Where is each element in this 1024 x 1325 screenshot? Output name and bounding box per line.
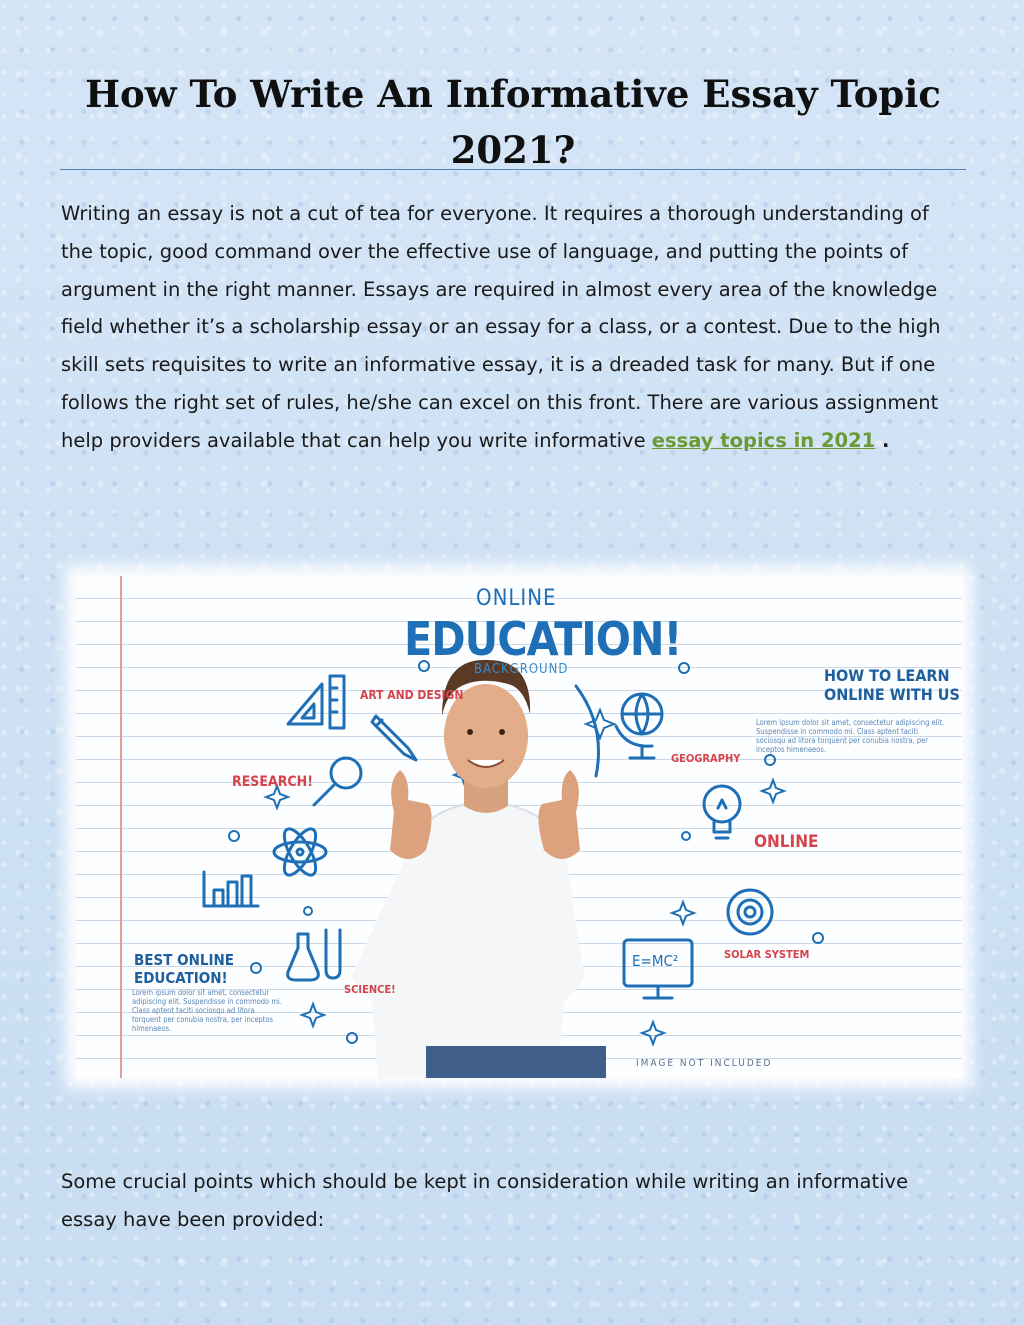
title-divider — [60, 169, 966, 170]
pencil-icon — [372, 716, 416, 760]
illustration-science: SCIENCE! — [344, 983, 396, 996]
illustration-background-label: BACKGROUND — [474, 662, 569, 677]
solar-system-icon — [728, 890, 772, 934]
illustration-best-online: BEST ONLINE EDUCATION! — [134, 951, 235, 987]
illustration-emc: E=MC² — [632, 952, 679, 970]
lightbulb-icon — [704, 786, 740, 838]
illustration-image-not-included: IMAGE NOT INCLUDED — [636, 1058, 773, 1069]
smiling-man-thumbs-up — [352, 660, 606, 1078]
illustration-how-to-learn: HOW TO LEARN ONLINE WITH US — [824, 666, 960, 704]
essay-topics-link[interactable]: essay topics in 2021 — [651, 428, 876, 452]
intro-text: Writing an essay is not a cut of tea for everyone. It requires a thorough understanding of the topic, good command over the effective use of language, and putting the points of argument in the right manner. Essays are required in almost every area of the knowledge field whether it’s a scholarship essay or an essay for a class, or a contest. Due to the high skill sets requisites to write an informative essay, it is a dreaded task for many. But if one follows the right set of rules, he/she can excel on this front. There are various assignment help providers available that can help you write informative — [61, 202, 941, 452]
online-education-illustration — [76, 576, 962, 1078]
intro-end: . — [875, 428, 890, 452]
atom-icon — [274, 824, 326, 879]
flasks-icon — [288, 930, 340, 980]
illustration-lorem-right: Lorem ipsum dolor sit amet, consectetur adipiscing elit. Suspendisse in commodo mi. Class aptent taciti sociosqu ad litora torquent per conubia nostra, per inceptos himenaeos. — [756, 718, 945, 754]
page-title: How To Write An Informative Essay Topic 2021? — [85, 72, 941, 172]
illustration-online-label: ONLINE — [754, 832, 819, 852]
intro-paragraph — [61, 195, 966, 460]
illustration-lorem-left: Lorem ipsum dolor sit amet, consectetur adipiscing elit. Suspendisse in commodo mi. Class aptent taciti sociosqu ad litora torquent per conubia nostra, per inceptos himenaeos. — [132, 988, 282, 1033]
magnifier-icon — [314, 758, 361, 805]
laurel-right — [576, 686, 599, 776]
illustration-research: RESEARCH! — [232, 774, 313, 790]
globe-icon — [616, 694, 662, 758]
closing-paragraph: Some crucial points which should be kept in consideration while writing an informative essay have been provided: — [61, 1170, 909, 1231]
ruler-triangle-icon — [288, 676, 344, 728]
bar-chart-icon — [204, 872, 258, 906]
illustration-art-and-design: ART AND DESIGN — [360, 688, 464, 702]
illustration-online-heading: ONLINE — [476, 586, 557, 611]
illustration-solar-system: SOLAR SYSTEM — [724, 948, 810, 961]
illustration-education-heading: EDUCATION! — [404, 612, 682, 666]
illustration-geography: GEOGRAPHY — [671, 752, 741, 765]
